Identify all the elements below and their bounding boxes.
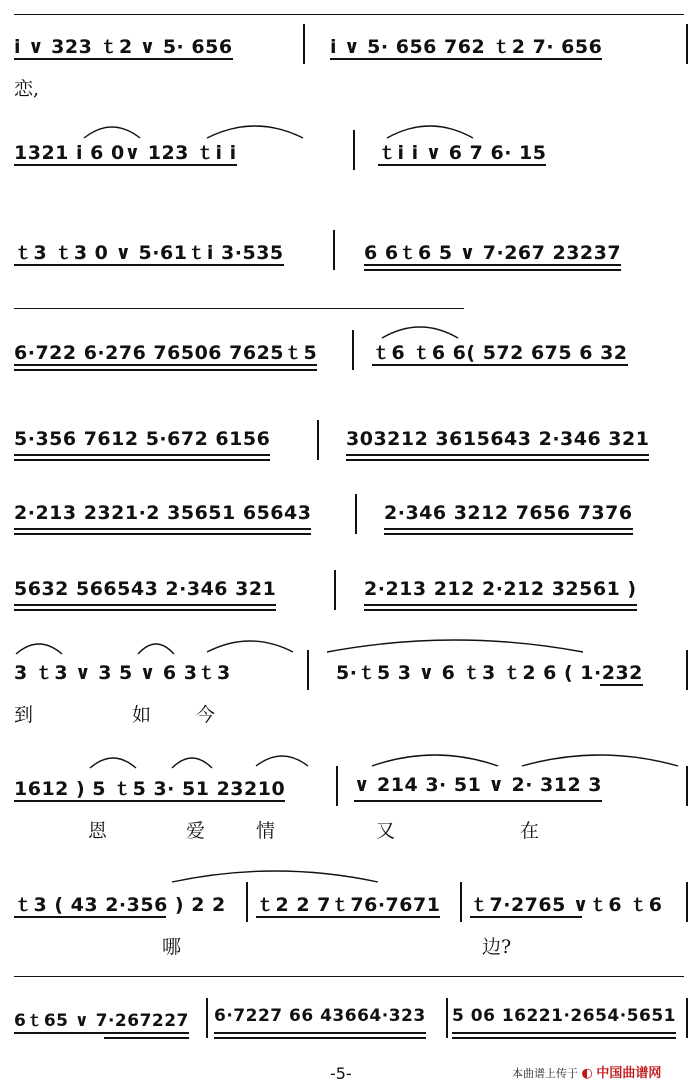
barline [334, 570, 336, 610]
notes-measure-2: i ∨ 5· 656 762 ｔ2 7· 656 [330, 36, 603, 58]
notes-measure-1: ｔ3 ( 43 2·356 ) 2 2 [14, 894, 226, 916]
notes-measure-3: 5 06 16221·2654·5651 [452, 1006, 676, 1026]
slur [136, 638, 176, 656]
notes-measure-2: 5·ｔ5 3 ∨ 6 ｔ3 ｔ2 6 ( 1·232 [336, 662, 643, 684]
notes-measure-1: ｔ3 ｔ3 0 ∨ 5·61ｔi 3·535 [14, 242, 284, 264]
lyric-char: 情 [256, 820, 276, 842]
slur [385, 120, 475, 140]
barline [307, 650, 309, 690]
slur [82, 120, 142, 140]
barline [686, 24, 688, 64]
slur [380, 320, 460, 340]
slur [325, 636, 585, 654]
page-number: -5- [330, 1064, 352, 1083]
notes-measure-2: 2·213 212 2·212 32561 ) [364, 578, 637, 600]
lyric-char: 又 [376, 820, 396, 842]
slur [205, 120, 305, 140]
slur [520, 750, 680, 768]
notes-measure-2: ｔ2 2 7ｔ76·7671 [256, 894, 441, 916]
site-logo-icon: ◐ [581, 1066, 593, 1081]
barline [303, 24, 305, 64]
slur [88, 752, 138, 770]
slur [14, 638, 64, 656]
notes-measure-2: 303212 3615643 2·346 321 [346, 428, 649, 450]
barline [353, 130, 355, 170]
site-name[interactable]: 中国曲谱网 [596, 1066, 662, 1081]
barline [686, 882, 688, 922]
notes-measure-1: 1612 ) 5 ｔ5 3· 51 23210 [14, 778, 286, 800]
phrase-line [14, 308, 464, 309]
lyric-char: 边? [482, 936, 512, 958]
notes-measure-2: 2·346 3212 7656 7376 [384, 502, 633, 524]
slur [170, 866, 380, 884]
slur [170, 752, 214, 770]
barline [352, 330, 354, 370]
notes-measure-1: 6·722 6·276 76506 7625ｔ5 [14, 338, 317, 365]
phrase-line [14, 976, 684, 977]
notes-measure-2: 6·7227 66 43664·323 [214, 1006, 426, 1026]
notes-measure-2: ｔi i ∨ 6 7 6· 15 [378, 142, 547, 164]
lyric-char: 在 [520, 820, 540, 842]
lyric-char: 恩 [88, 820, 108, 842]
slur [254, 750, 310, 768]
notes-measure-3: ｔ7·2765 ∨ｔ6 ｔ6 [470, 894, 663, 916]
barline [460, 882, 462, 922]
barline [206, 998, 208, 1038]
barline [317, 420, 319, 460]
barline [333, 230, 335, 270]
lyric-char: 如 [132, 704, 152, 726]
notes-measure-1: i ∨ 323 ｔ2 ∨ 5· 656 [14, 36, 233, 58]
phrase-line [14, 14, 684, 15]
notes-measure-1: 2·213 2321·2 35651 65643 [14, 502, 311, 524]
notes-measure-1: 3 ｔ3 ∨ 3 5 ∨ 6 3ｔ3 [14, 662, 231, 684]
barline [446, 998, 448, 1038]
barline [336, 766, 338, 806]
lyric-char: 哪 [162, 936, 182, 958]
site-watermark [512, 1062, 661, 1081]
slur [205, 636, 295, 654]
upload-note: 本曲谱上传于 [512, 1067, 578, 1080]
lyric-char: 爱 [186, 820, 206, 842]
barline [686, 998, 688, 1038]
notes-measure-1: 1321 i 6 0∨ 123 ｔi i [14, 142, 237, 164]
notes-measure-1: 5·356 7612 5·672 6156 [14, 428, 270, 450]
lyric-char: 到 [14, 704, 34, 726]
notes-measure-2: ∨ 214 3· 51 ∨ 2· 312 3 [354, 774, 602, 796]
barline [686, 650, 688, 690]
lyric-char: 今 [196, 704, 216, 726]
slur [370, 750, 500, 768]
notes-measure-1: 5632 566543 2·346 321 [14, 578, 276, 600]
barline [686, 766, 688, 806]
barline [246, 882, 248, 922]
notes-measure-2: 6 6ｔ6 5 ∨ 7·267 23237 [364, 238, 621, 265]
lyric-char: 恋, [14, 78, 40, 100]
barline [355, 494, 357, 534]
notes-measure-2: ｔ6 ｔ6 6( 572 675 6 32 [372, 342, 628, 364]
notes-measure-1: 6ｔ65 ∨ 7·267227 [14, 1006, 189, 1031]
